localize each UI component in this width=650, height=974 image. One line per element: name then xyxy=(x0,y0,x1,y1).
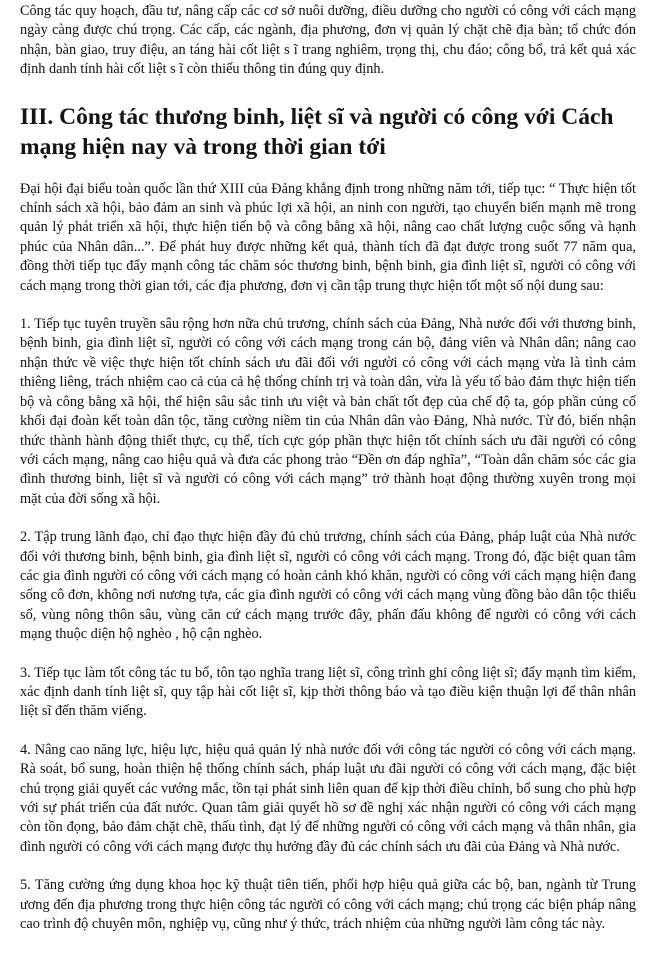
point-3-paragraph: 3. Tiếp tục làm tốt công tác tu bổ, tôn tạo nghĩa trang liệt sĩ, công trình ghi công liệt sĩ; đẩy mạnh tìm kiếm, xác định danh tính liệt sĩ, quy tập hài cốt liệt sĩ, kịp thời thông báo và tạo điều kiện thuận lợi để thân nhân liệt sĩ đến thăm viếng. xyxy=(20,664,636,720)
lead-paragraph: Đại hội đại biểu toàn quốc lần thứ XIII của Đảng khẳng định trong những năm tới, tiếp tục: “ Thực hiện tốt chính sách xã hội, bảo đảm an sinh và phúc lợi xã hội, an ninh con người, tạo chuyển biến mạnh mẽ trong quản lý phát triển xã hội, thực hiện tiến bộ và công bằng xã hội, nâng cao chất lượng cuộc sống và hạnh phúc của Nhân dân...”. Để phát huy được những kết quả, thành tích đã đạt được trong suốt 77 năm qua, đồng thời tiếp tục đẩy mạnh công tác chăm sóc thương binh, bệnh binh, gia đình liệt sĩ, người có công với cách mạng trong thời gian tới, các địa phương, đơn vị cần tập trung thực hiện tốt một số nội dung sau: xyxy=(20,180,636,294)
point-4-paragraph: 4. Nâng cao năng lực, hiệu lực, hiệu quả quản lý nhà nước đối với công tác người có công với cách mạng. Rà soát, bổ sung, hoàn thiện hệ thống chính sách, pháp luật ưu đãi người có công với cách mạng, đặc biệt chú trọng giải quyết các vướng mắc, tồn tại phát sinh liên quan để kịp thời điều chỉnh, bổ sung cho phù hợp với sự phát triển của đất nước. Quan tâm giải quyết hồ sơ đề nghị xác nhận người có công với cách mạng còn tồn đọng, bảo đảm chặt chẽ, thấu tình, đạt lý để những người có công với cách mạng và thân nhân, gia đình người có công với cách mạng được thụ hưởng đầy đủ các chính sách ưu đãi của Đảng và Nhà nước. xyxy=(20,741,636,855)
point-5-paragraph: 5. Tăng cường ứng dụng khoa học kỹ thuật tiên tiến, phối hợp hiệu quả giữa các bộ, ban, ngành từ Trung ương đến địa phương trong thực hiện công tác người có công với cách mạng; chú trọng các biện pháp nâng cao trình độ chuyên môn, nghiệp vụ, cũng như ý thức, trách nhiệm của những người làm công tác này. xyxy=(20,877,636,933)
section-heading: III. Công tác thương binh, liệt sĩ và người có công với Cách mạng hiện nay và trong thời gian tới xyxy=(20,103,614,160)
point-2-paragraph: 2. Tập trung lãnh đạo, chỉ đạo thực hiện đầy đủ chủ trương, chính sách của Đảng, pháp luật của Nhà nước đối với thương binh, bệnh binh, gia đình liệt sĩ, người có công với cách mạng. Trong đó, đặc biệt quan tâm các gia đình người có công với cách mạng có hoàn cảnh khó khăn, người có công với cách mạng hiện đang sống cô đơn, không nơi nương tựa, các gia đình người có công với cách mạng vùng đồng bào dân tộc thiểu số, vùng nông thôn sâu, vùng căn cứ cách mạng trước đây, phấn đấu không để người có công với cách mạng thuộc diện hộ nghèo , hộ cận nghèo. xyxy=(20,529,636,643)
intro-paragraph: Công tác quy hoạch, đầu tư, nâng cấp các cơ sở nuôi dưỡng, điều dưỡng cho người có công với cách mạng ngày càng được chú trọng. Các cấp, các ngành, địa phương, đơn vị quản lý chặt chẽ địa bàn; tổ chức đón nhận, bàn giao, truy điệu, an táng hài cốt liệt s ĩ trang nghiêm, trọng thị, chu đáo; công bố, trả kết quả xác định danh tính hài cốt liệt s ĩ còn thiếu thông tin đúng quy định. xyxy=(20,3,636,78)
point-1-paragraph: 1. Tiếp tục tuyên truyền sâu rộng hơn nữa chủ trương, chính sách của Đảng, Nhà nước đối với thương binh, bệnh binh, gia đình liệt sĩ, người có công với cách mạng trong cán bộ, đảng viên và Nhân dân; nâng cao nhận thức về việc thực hiện tốt chính sách ưu đãi đối với người có công với cách mạng vừa là tình cảm thiêng liêng, trách nhiệm cao cả của cả hệ thống chính trị và toàn dân, vừa là yếu tố bảo đảm thực hiện tiến bộ và công bằng xã hội, thể hiện sâu sắc tinh ưu việt và bản chất tốt đẹp của chế độ ta, góp phần củng cố khối đại đoàn kết toàn dân tộc, tăng cường niềm tin của Nhân dân vào Đảng, Nhà nước. Từ đó, biến nhận thức thành hành động thiết thực, cụ thể, tích cực góp phần thực hiện tốt chính sách ưu đãi người có công với cách mạng, nâng cao hiệu quả và đưa các phong trào “Đền ơn đáp nghĩa”, “Toàn dân chăm sóc các gia đình thương binh, liệt sĩ và người có công với cách mạng” trở thành hoạt động thường xuyên trong mọi mặt của đời sống xã hội. xyxy=(20,316,636,507)
